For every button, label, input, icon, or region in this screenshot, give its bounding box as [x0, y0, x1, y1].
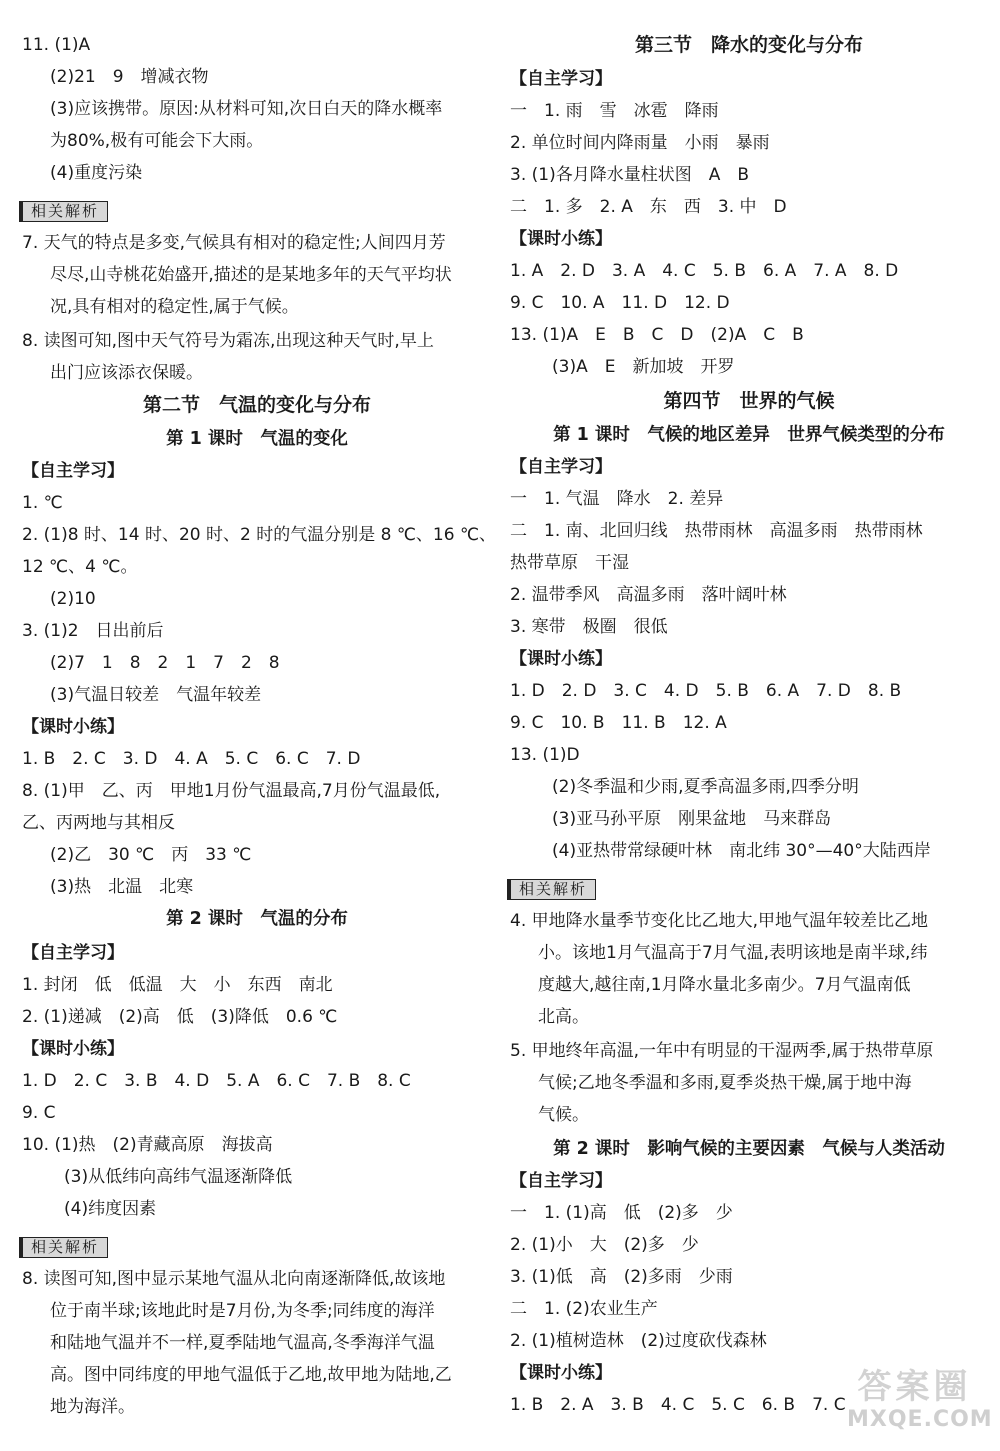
answer-line: 3. (1)2 日出前后	[22, 621, 164, 641]
section-title: 第三节 降水的变化与分布	[634, 34, 863, 56]
analysis-tag: 相关解析	[22, 1236, 108, 1258]
section-header: 【课时小练】	[22, 717, 124, 737]
answer-line: 9. C 10. A 11. D 12. D	[510, 293, 730, 313]
answer-line: (2)乙 30 ℃ 丙 33 ℃	[50, 845, 252, 865]
section-header: 【课时小练】	[510, 229, 612, 249]
section-title: 第二节 气温的变化与分布	[142, 394, 371, 416]
answer-line: 11. (1)A	[22, 35, 91, 55]
answer-line: 2. (1)小 大 (2)多 少	[510, 1235, 699, 1255]
answer-line: 热带草原 干湿	[510, 553, 629, 573]
answer-line: (4)亚热带常绿硬叶林 南北纬 30°—40°大陆西岸	[552, 841, 931, 861]
answer-line: 一 1. (1)高 低 (2)多 少	[510, 1203, 733, 1223]
answer-line: 二 1. (2)农业生产	[510, 1299, 658, 1319]
analysis-line: 北高。	[538, 1007, 589, 1027]
answer-line: (3)从低纬向高纬气温逐渐降低	[64, 1167, 293, 1187]
answer-line: 10. (1)热 (2)青藏高原 海拔高	[22, 1135, 273, 1155]
answer-line: (3)应该携带。原因:从材料可知,次日白天的降水概率	[50, 99, 443, 119]
analysis-line: 8. 读图可知,图中显示某地气温从北向南逐渐降低,故该地	[22, 1269, 446, 1289]
analysis-line: 况,具有相对的稳定性,属于气候。	[50, 297, 299, 317]
answer-line: (4)纬度因素	[64, 1199, 157, 1219]
analysis-line: 气候。	[538, 1105, 589, 1125]
answer-line: 12 ℃、4 ℃。	[22, 557, 138, 577]
analysis-line: 8. 读图可知,图中天气符号为霜冻,出现这种天气时,早上	[22, 331, 434, 351]
answer-line: 1. B 2. C 3. D 4. A 5. C 6. C 7. D	[22, 749, 361, 769]
answer-line: (3)气温日较差 气温年较差	[50, 685, 262, 705]
lesson-title: 第 1 课时 气温的变化	[166, 429, 348, 449]
watermark-url: MXQE.COM	[847, 1407, 993, 1432]
analysis-line: 高。图中同纬度的甲地气温低于乙地,故甲地为陆地,乙	[50, 1365, 452, 1385]
answer-line: 为80%,极有可能会下大雨。	[50, 131, 264, 151]
analysis-line: 4. 甲地降水量季节变化比乙地大,甲地气温年较差比乙地	[510, 911, 929, 931]
section-header: 【课时小练】	[510, 649, 612, 669]
section-title: 第四节 世界的气候	[663, 390, 835, 412]
answer-line: 9. C 10. B 11. B 12. A	[510, 713, 727, 733]
answer-line: (3)亚马孙平原 刚果盆地 马来群岛	[552, 809, 832, 829]
analysis-line: 出门应该添衣保暖。	[50, 363, 203, 383]
analysis-line: 5. 甲地终年高温,一年中有明显的干湿两季,属于热带草原	[510, 1041, 934, 1061]
answer-line: (3)A E 新加坡 开罗	[552, 357, 735, 377]
answer-line: 2. 温带季风 高温多雨 落叶阔叶林	[510, 585, 787, 605]
answer-line: (2)10	[50, 589, 96, 609]
answer-line: 乙、丙两地与其相反	[22, 813, 175, 833]
answer-line: 2. (1)8 时、14 时、20 时、2 时的气温分别是 8 ℃、16 ℃、	[22, 525, 497, 545]
section-header: 【自主学习】	[510, 69, 612, 89]
answer-line: 2. 单位时间内降雨量 小雨 暴雨	[510, 133, 770, 153]
section-header: 【自主学习】	[22, 461, 124, 481]
answer-line: 1. A 2. D 3. A 4. C 5. B 6. A 7. A 8. D	[510, 261, 899, 281]
answer-line: (4)重度污染	[50, 163, 143, 183]
analysis-line: 小。该地1月气温高于7月气温,表明该地是南半球,纬	[538, 943, 928, 963]
analysis-line: 气候;乙地冬季温和多雨,夏季炎热干燥,属于地中海	[538, 1073, 912, 1093]
answer-line: 一 1. 气温 降水 2. 差异	[510, 489, 724, 509]
answer-line: 1. 封闭 低 低温 大 小 东西 南北	[22, 975, 333, 995]
section-header: 【课时小练】	[510, 1363, 612, 1383]
answer-line: 13. (1)D	[510, 745, 580, 765]
lesson-title: 第 2 课时 影响气候的主要因素 气候与人类活动	[553, 1139, 945, 1159]
analysis-line: 位于南半球;该地此时是7月份,为冬季;同纬度的海洋	[50, 1301, 435, 1321]
analysis-line: 地为海洋。	[50, 1397, 135, 1417]
answer-line: 二 1. 南、北回归线 热带雨林 高温多雨 热带雨林	[510, 521, 923, 541]
answer-line: 1. D 2. C 3. B 4. D 5. A 6. C 7. B 8. C	[22, 1071, 411, 1091]
lesson-title: 第 2 课时 气温的分布	[166, 909, 348, 929]
answer-line: (3)热 北温 北寒	[50, 877, 194, 897]
answer-line: 1. D 2. D 3. C 4. D 5. B 6. A 7. D 8. B	[510, 681, 902, 701]
answer-line: (2)冬季温和少雨,夏季高温多雨,四季分明	[552, 777, 859, 797]
analysis-line: 度越大,越往南,1月降水量北多南少。7月气温南低	[538, 975, 911, 995]
section-header: 【自主学习】	[22, 943, 124, 963]
analysis-line: 和陆地气温并不一样,夏季陆地气温高,冬季海洋气温	[50, 1333, 435, 1353]
section-header: 【自主学习】	[510, 457, 612, 477]
answer-line: 3. 寒带 极圈 很低	[510, 617, 668, 637]
answer-line: 二 1. 多 2. A 东 西 3. 中 D	[510, 197, 787, 217]
answer-line: 3. (1)各月降水量柱状图 A B	[510, 165, 749, 185]
watermark-seal: 答案圈	[857, 1367, 972, 1407]
answer-line: 3. (1)低 高 (2)多雨 少雨	[510, 1267, 733, 1287]
answer-line: 13. (1)A E B C D (2)A C B	[510, 325, 804, 345]
lesson-title: 第 1 课时 气候的地区差异 世界气候类型的分布	[553, 425, 945, 445]
answer-line: 2. (1)递减 (2)高 低 (3)降低 0.6 ℃	[22, 1007, 338, 1027]
analysis-tag: 相关解析	[510, 878, 596, 900]
watermark-logo	[847, 1367, 993, 1441]
answer-line: 2. (1)植树造林 (2)过度砍伐森林	[510, 1331, 767, 1351]
analysis-line: 尽尽,山寺桃花始盛开,描述的是某地多年的天气平均状	[50, 265, 452, 285]
answer-line: (2)7 1 8 2 1 7 2 8	[50, 653, 280, 673]
analysis-line: 7. 天气的特点是多变,气候具有相对的稳定性;人间四月芳	[22, 233, 446, 253]
section-header: 【课时小练】	[22, 1039, 124, 1059]
answer-line: 1. B 2. A 3. B 4. C 5. C 6. B 7. C	[510, 1395, 846, 1415]
answer-line: (2)21 9 增减衣物	[50, 67, 209, 87]
answer-line: 9. C	[22, 1103, 56, 1123]
answer-line: 1. ℃	[22, 493, 63, 513]
answer-line: 8. (1)甲 乙、丙 甲地1月份气温最高,7月份气温最低,	[22, 781, 441, 801]
answer-line: 一 1. 雨 雪 冰雹 降雨	[510, 101, 719, 121]
analysis-tag: 相关解析	[22, 200, 108, 222]
section-header: 【自主学习】	[510, 1171, 612, 1191]
